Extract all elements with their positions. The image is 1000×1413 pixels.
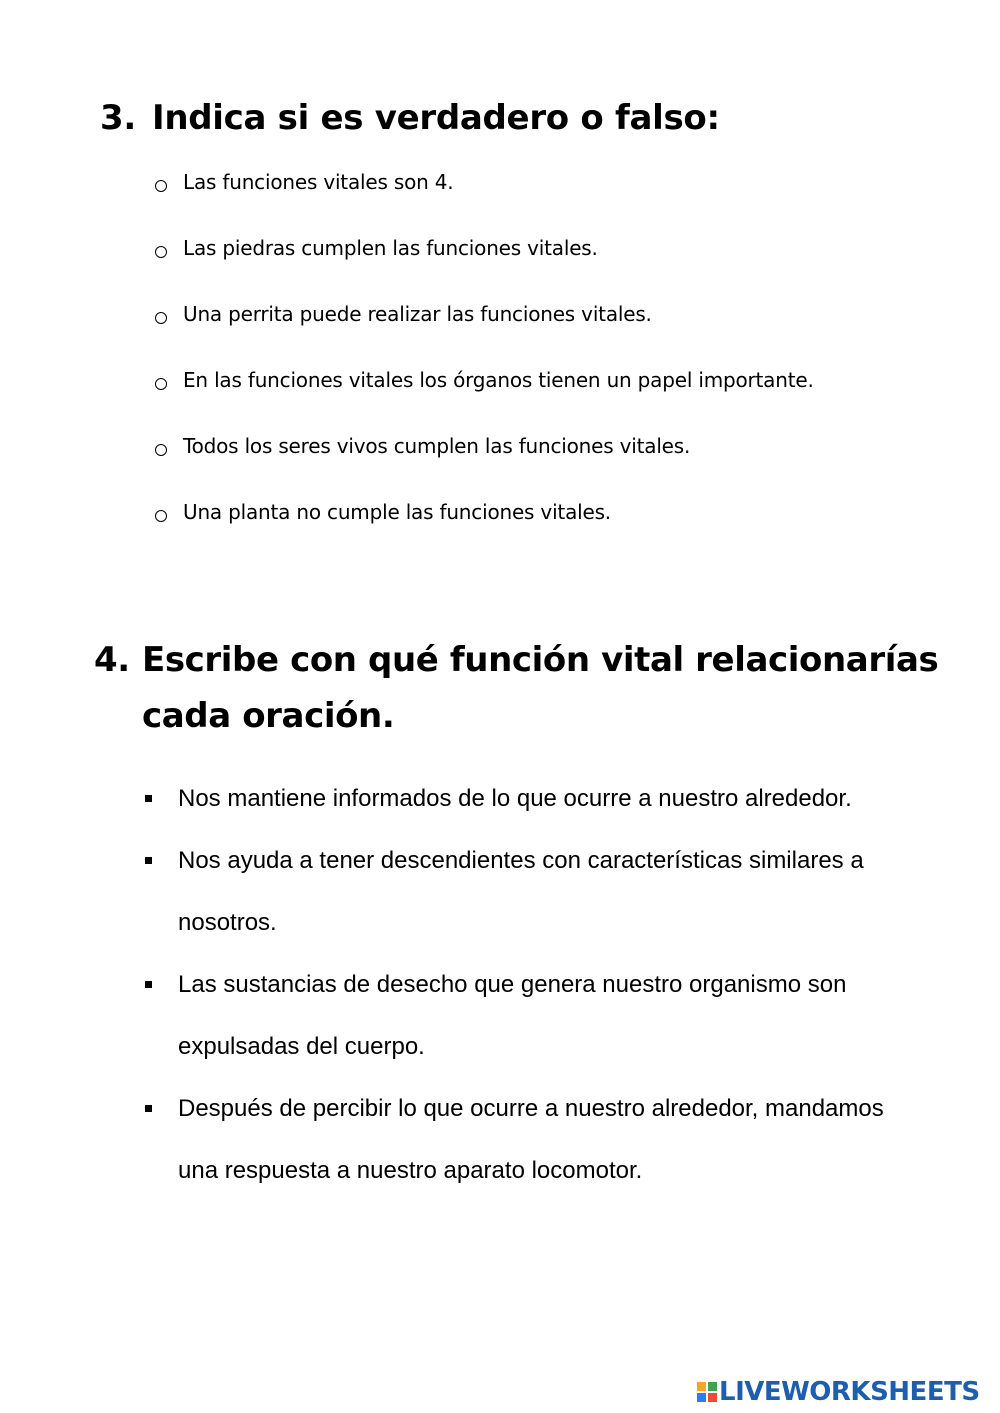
statement-item (155, 302, 814, 368)
sentence-item (145, 768, 905, 830)
logo-square (697, 1382, 706, 1391)
statement-item (155, 170, 814, 236)
statement-item (155, 434, 814, 500)
sentence-item (145, 954, 905, 1078)
circle-bullet-icon (155, 246, 167, 258)
sentence-text: Después de percibir lo que ocurre a nuestro alrededor, mandamos una respuesta a nuestro aparato locomotor. (178, 1095, 884, 1184)
question-4-title: Escribe con qué función vital relacionarías cada oración. (142, 640, 939, 736)
statement-text: En las funciones vitales los órganos tienen un papel importante. (183, 368, 814, 392)
question-4-heading (94, 632, 954, 744)
square-bullet-icon (145, 1105, 152, 1112)
sentence-text: Nos mantiene informados de lo que ocurre a nuestro alrededor. (178, 785, 852, 812)
circle-bullet-icon (155, 378, 167, 390)
statement-item (155, 236, 814, 302)
sentence-item (145, 830, 905, 954)
liveworksheets-logo (697, 1377, 980, 1407)
logo-text: LIVEWORKSHEETS (719, 1377, 980, 1407)
circle-bullet-icon (155, 510, 167, 522)
statement-text: Las piedras cumplen las funciones vitales. (183, 236, 598, 260)
circle-bullet-icon (155, 312, 167, 324)
logo-grid-icon (697, 1382, 717, 1402)
question-3-title: Indica si es verdadero o falso: (152, 98, 720, 138)
statement-text: Una perrita puede realizar las funciones vitales. (183, 302, 652, 326)
square-bullet-icon (145, 981, 152, 988)
question-4-sentences (145, 768, 905, 1202)
statement-text: Todos los seres vivos cumplen las funciones vitales. (183, 434, 691, 458)
sentence-text: Las sustancias de desecho que genera nuestro organismo son expulsadas del cuerpo. (178, 971, 847, 1060)
statement-text: Las funciones vitales son 4. (183, 170, 454, 194)
question-4-number: 4. (94, 640, 130, 680)
sentence-item (145, 1078, 905, 1202)
square-bullet-icon (145, 857, 152, 864)
statement-item (155, 368, 814, 434)
question-3-heading (100, 98, 720, 138)
sentence-text: Nos ayuda a tener descendientes con características similares a nosotros. (178, 847, 864, 936)
question-3-number: 3. (100, 98, 136, 138)
logo-square (697, 1393, 706, 1402)
logo-square (708, 1382, 717, 1391)
square-bullet-icon (145, 795, 152, 802)
statement-item (155, 500, 814, 566)
circle-bullet-icon (155, 180, 167, 192)
question-3-statements (155, 170, 814, 566)
circle-bullet-icon (155, 444, 167, 456)
logo-square (708, 1393, 717, 1402)
statement-text: Una planta no cumple las funciones vitales. (183, 500, 611, 524)
